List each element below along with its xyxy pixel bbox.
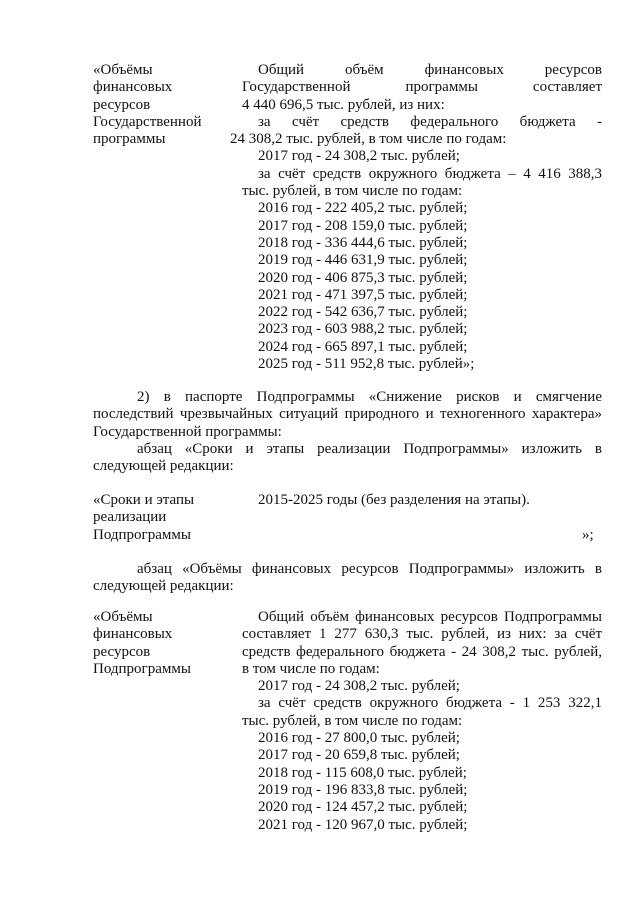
value-line: 2024 год - 665 897,1 тыс. рублей; — [258, 338, 468, 355]
label-line: Подпрограммы — [93, 660, 191, 677]
label-line: «Объёмы — [93, 62, 153, 78]
value-line: составляет 1 277 630,3 тыс. рублей, из них: за счёт — [242, 626, 602, 643]
value-line: 2022 год - 542 636,7 тыс. рублей; — [258, 304, 468, 321]
label-line: Государственной — [93, 113, 202, 130]
value-line: 2017 год - 24 308,2 тыс. рублей; — [258, 148, 460, 165]
value-line: 2017 год - 20 659,8 тыс. рублей; — [258, 747, 460, 764]
value-line: 2020 год - 406 875,3 тыс. рублей; — [258, 269, 468, 286]
value-line: тыс. рублей, в том числе по годам: — [242, 183, 463, 200]
amendment-paragraph-2 — [93, 389, 602, 475]
paragraph-line: абзац «Объёмы финансовых ресурсов Подпрограммы» изложить в — [137, 561, 602, 577]
label-line: финансовых — [93, 626, 173, 643]
value-line: 2017 год - 208 159,0 тыс. рублей; — [258, 217, 468, 234]
value-line: 2016 год - 222 405,2 тыс. рублей; — [258, 200, 468, 217]
block3-value — [242, 609, 602, 834]
label-line: Подпрограммы — [93, 526, 191, 543]
value-line: 4 440 696,5 тыс. рублей, из них: — [242, 96, 445, 113]
value-line: за счёт средств окружного бюджета – 4 416 388,3 — [258, 165, 602, 182]
value-line: за счёт средств федерального бюджета - — [258, 113, 602, 130]
label-line: программы — [93, 131, 166, 148]
value-line: 2025 год - 511 952,8 тыс. рублей»; — [258, 356, 475, 373]
block3-label — [93, 609, 233, 678]
block2-closing-quote: »; — [582, 527, 594, 543]
value-line: 2021 год - 471 397,5 тыс. рублей; — [258, 286, 468, 303]
paragraph-line: следующей редакции: — [93, 458, 234, 475]
label-line: ресурсов — [93, 643, 151, 660]
value-line: 2017 год - 24 308,2 тыс. рублей; — [258, 678, 460, 695]
value-line: 2023 год - 603 988,2 тыс. рублей; — [258, 321, 468, 338]
value-line: 2021 год - 120 967,0 тыс. рублей; — [258, 816, 468, 833]
paragraph-line: последствий чрезвычайных ситуаций природного и техногенного характера» — [93, 406, 602, 423]
amendment-paragraph-3 — [93, 561, 602, 596]
label-line: реализации — [93, 509, 167, 526]
paragraph-line: следующей редакции: — [93, 578, 234, 595]
paragraph-line: 2) в паспорте Подпрограммы «Снижение рисков и смягчение — [137, 389, 602, 405]
value-line: 2016 год - 27 800,0 тыс. рублей; — [258, 730, 460, 747]
value-line: 2019 год - 196 833,8 тыс. рублей; — [258, 781, 468, 798]
label-line: финансовых — [93, 79, 173, 96]
paragraph-line: абзац «Сроки и этапы реализации Подпрограммы» изложить в — [137, 440, 602, 457]
paragraph-line: Государственной программы: — [93, 423, 282, 440]
value-line: 2019 год - 446 631,9 тыс. рублей; — [258, 252, 468, 269]
value-line: Общий объём финансовых ресурсов — [258, 62, 602, 78]
value-line: 2020 год - 124 457,2 тыс. рублей; — [258, 799, 468, 816]
block2-value — [242, 492, 602, 509]
value-line: 2018 год - 115 608,0 тыс. рублей; — [258, 764, 467, 781]
value-line: за счёт средств окружного бюджета - 1 253 322,1 — [258, 695, 602, 712]
label-line: «Сроки и этапы — [93, 492, 195, 508]
value-line: Государственной программы составляет — [242, 79, 602, 96]
value-line: тыс. рублей, в том числе по годам: — [242, 712, 463, 729]
value-line: Общий объём финансовых ресурсов Подпрограммы — [258, 609, 602, 625]
value-line: 2015-2025 годы (без разделения на этапы). — [258, 492, 530, 508]
block1-label — [93, 62, 233, 148]
block2-label — [93, 492, 233, 544]
label-line: ресурсов — [93, 96, 151, 113]
value-line: в том числе по годам: — [242, 660, 380, 677]
value-line: средств федерального бюджета - 24 308,2 тыс. рублей, — [242, 643, 602, 660]
value-line: 24 308,2 тыс. рублей, в том числе по годам: — [230, 131, 507, 148]
value-line: 2018 год - 336 444,6 тыс. рублей; — [258, 234, 468, 251]
label-line: «Объёмы — [93, 609, 153, 625]
block1-value — [230, 62, 602, 373]
